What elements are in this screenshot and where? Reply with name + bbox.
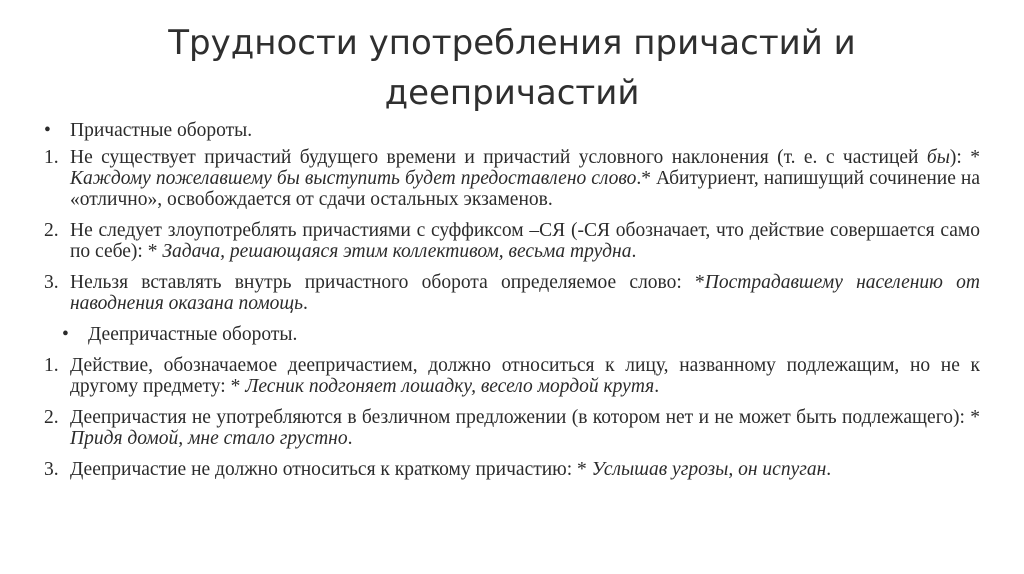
- item-number: 2.: [44, 407, 59, 428]
- item-number: 3.: [44, 459, 59, 480]
- slide-content: [44, 120, 980, 480]
- slide-title: Трудности употребления причастий и деепричастий: [168, 23, 856, 113]
- section-heading-gerunds: [44, 324, 980, 345]
- item-text: Действие, обозначаемое деепричастием, должно относиться к лицу, названному подлежащим, но не к другому предмету: * Лесник подгоняет лошадку, весело мордой крутя.: [70, 355, 980, 397]
- item-text: Деепричастие не должно относиться к краткому причастию: * Услышав угрозы, он испуган.: [70, 459, 832, 480]
- item-text: Нельзя вставлять внутрь причастного оборота определяемое слово: *Пострадавшему населению от наводнения оказана помощь.: [70, 272, 980, 314]
- item-text: Не следует злоупотреблять причастиями с суффиксом –СЯ (-СЯ обозначает, что действие совершается само по себе): * Задача, решающаяся этим коллективом, весьма трудна.: [70, 220, 980, 262]
- item-number: 2.: [44, 220, 59, 241]
- section-heading-participles: [44, 120, 980, 141]
- section-heading-text: Деепричастные обороты.: [88, 324, 298, 345]
- item-number: 1.: [44, 147, 59, 168]
- list-item: [44, 355, 980, 397]
- list-item: [44, 220, 980, 262]
- item-text: Не существует причастий будущего времени и причастий условного наклонения (т. е. с частицей бы): * Каждому пожелавшему бы выступить будет предоставлено слово.* Абитуриент, напишущий сочинение на «отлично», освобождается от сдачи остальных экзаменов.: [70, 147, 980, 210]
- list-item: [44, 272, 980, 314]
- list-item: [44, 407, 980, 449]
- section-heading-text: Причастные обороты.: [70, 120, 253, 141]
- list-item: [44, 147, 980, 210]
- item-text: Деепричастия не употребляются в безличном предложении (в котором нет и не может быть подлежащего): * Придя домой, мне стало грустно.: [70, 407, 980, 449]
- item-number: 3.: [44, 272, 59, 293]
- list-item: [44, 459, 980, 480]
- bullet-marker: •: [62, 324, 69, 345]
- item-number: 1.: [44, 355, 59, 376]
- bullet-marker: •: [44, 120, 51, 141]
